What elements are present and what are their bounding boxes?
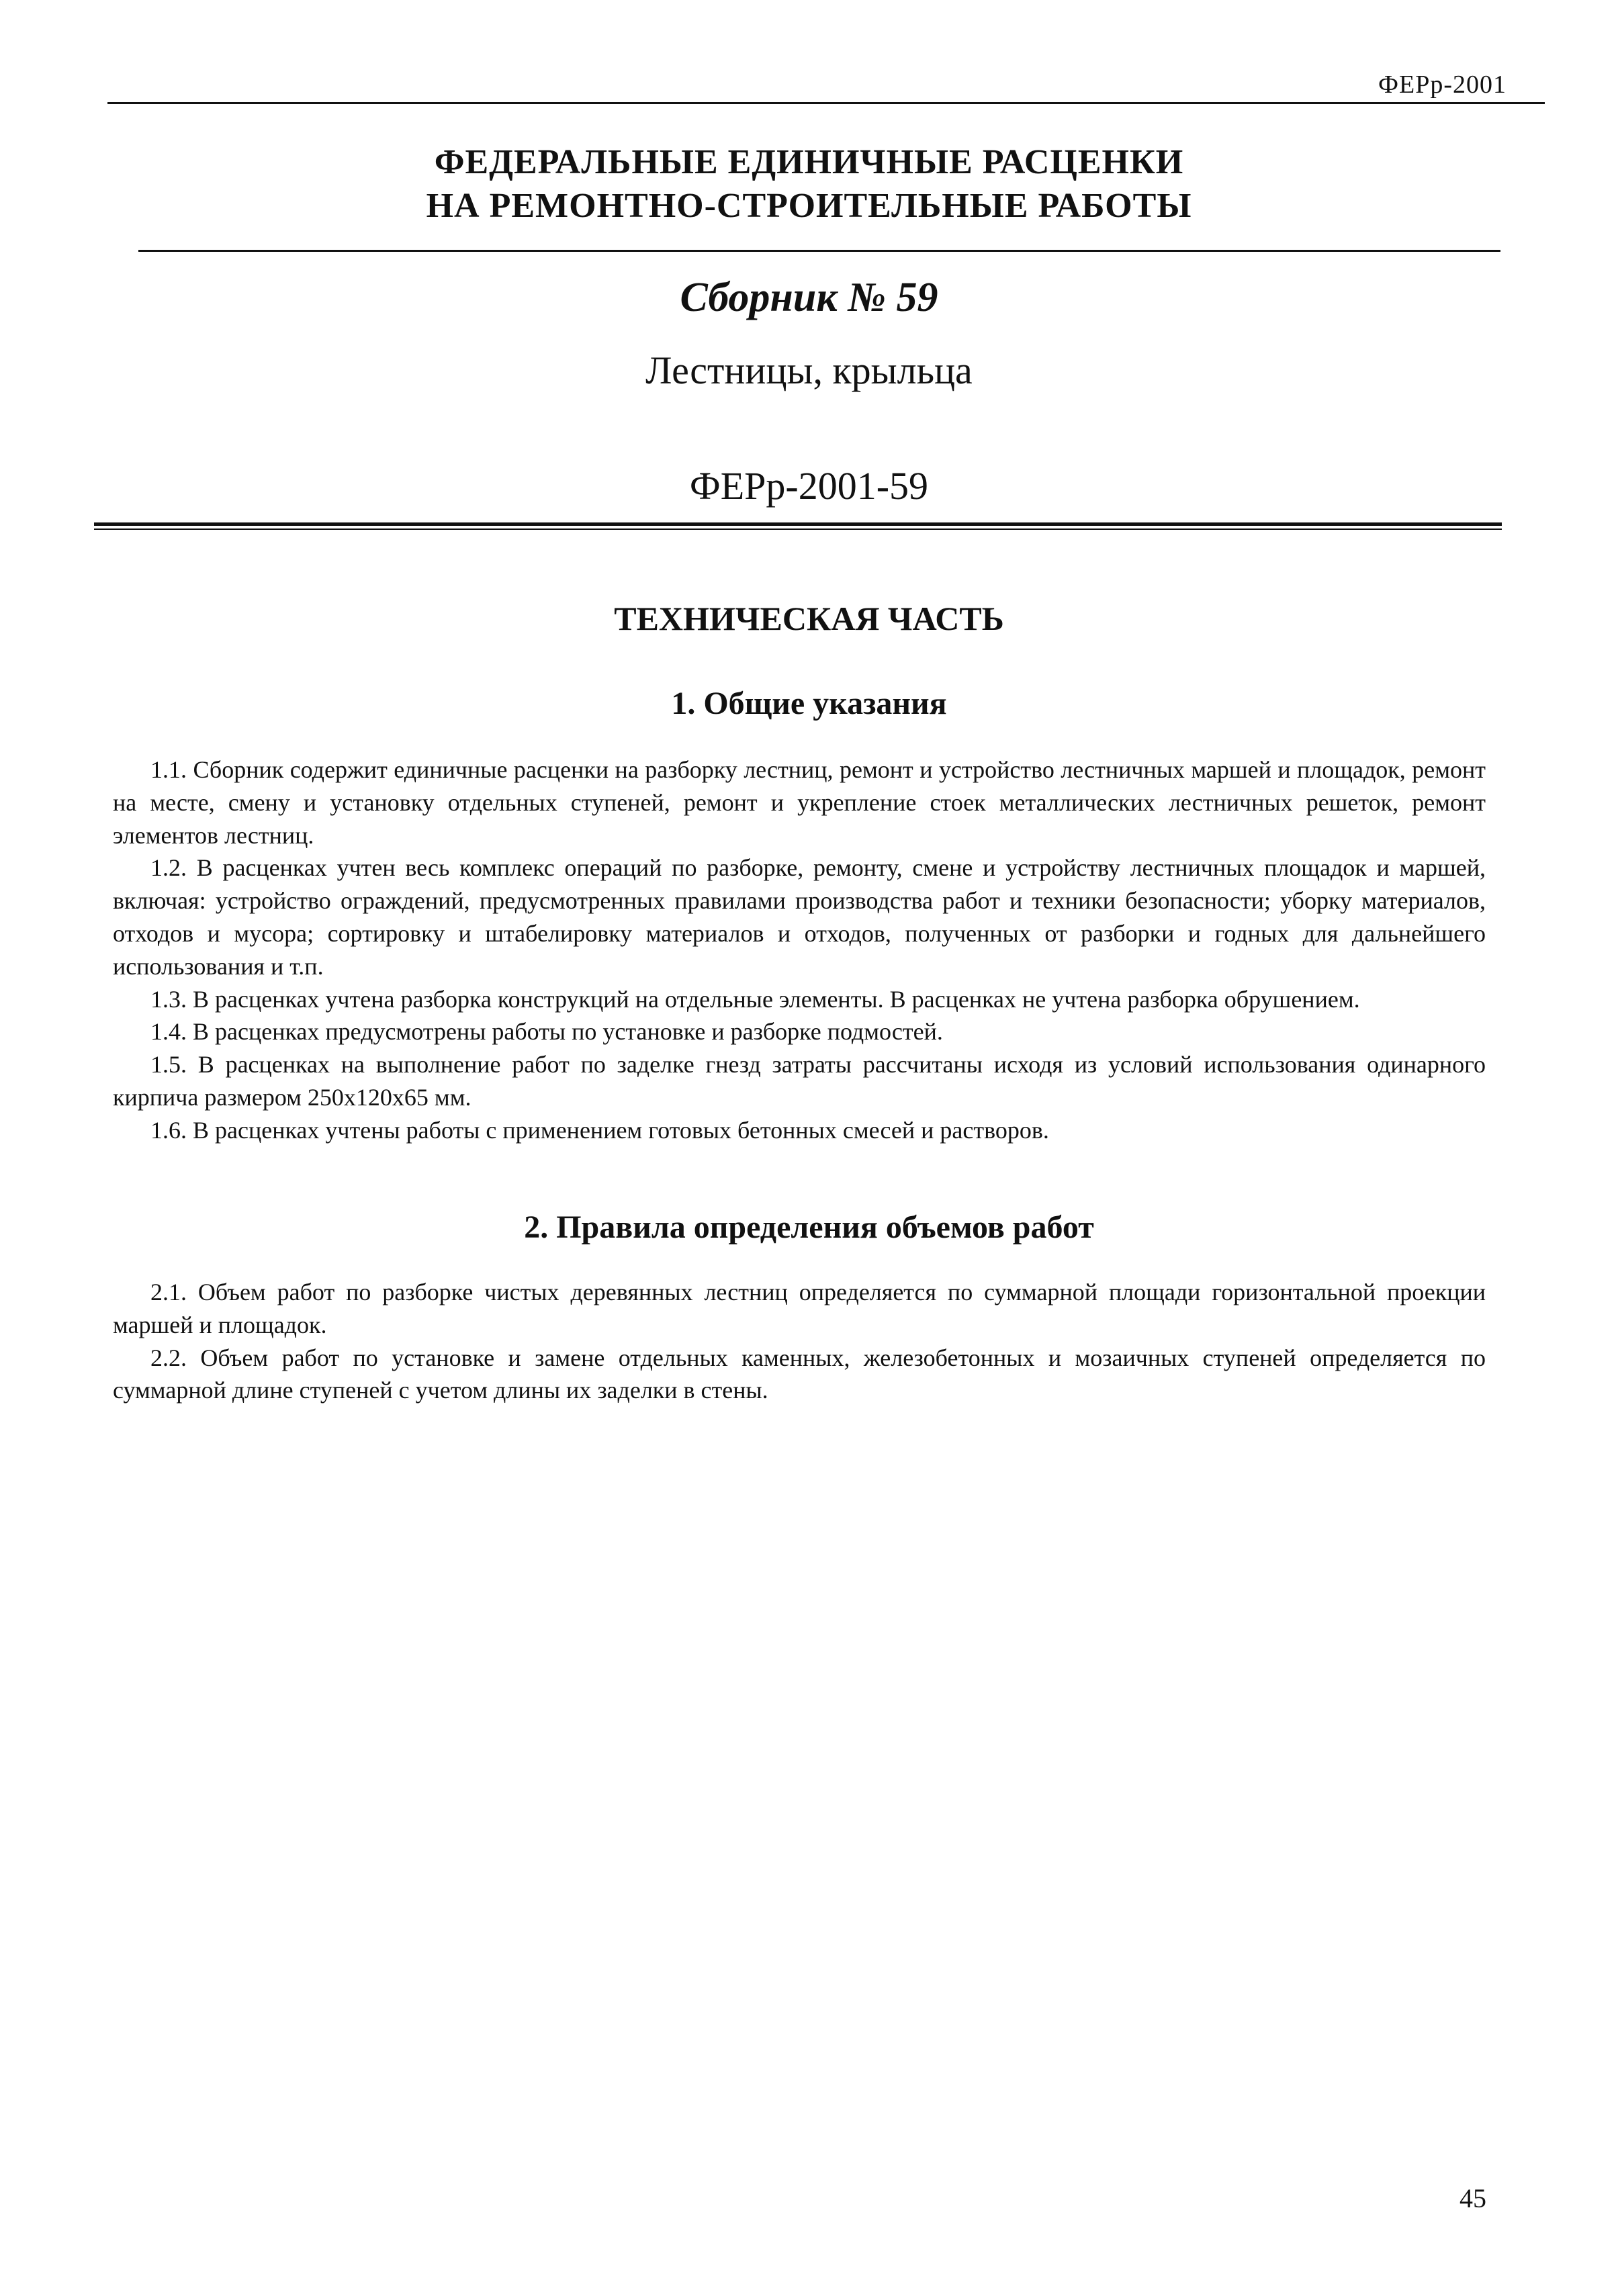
paragraph-1-2: 1.2. В расценках учтен весь комплекс операций по разборке, ремонту, смене и устройству лестничных площадок и маршей, включая: устройство ограждений, предусмотренных правилами производства работ и техники безопасности; уборку материалов, отходов и мусора; сортировку и штабелировку материалов и отходов, полученных от разборки и годных для дальнейшего использования и т.п. (113, 854, 1486, 980)
paragraph-1-4: 1.4. В расценках предусмотрены работы по установке и разборке подмостей. (150, 1018, 943, 1046)
paragraph-2-1: 2.1. Объем работ по разборке чистых деревянных лестниц определяется по суммарной площади горизонтальной проекции маршей и площадок. (113, 1279, 1486, 1338)
collection-rule-thick (94, 522, 1502, 526)
document-title-line1: ФЕДЕРАЛЬНЫЕ ЕДИНИЧНЫЕ РАСЦЕНКИ (434, 143, 1184, 181)
collection-code: ФЕРр-2001-59 (689, 464, 929, 508)
paragraph-1-5: 1.5. В расценках на выполнение работ по заделке гнезд затраты рассчитаны исходя из условий использования одинарного кирпича размером 250x120x65 мм. (113, 1051, 1486, 1111)
paragraph-1-3: 1.3. В расценках учтена разборка конструкций на отдельные элементы. В расценках не учтена разборка обрушением. (150, 985, 1360, 1013)
collection-rule-thin (94, 529, 1502, 530)
document-code-header: ФЕРр-2001 (1378, 71, 1507, 99)
collection-subject: Лестницы, крыльца (645, 349, 973, 392)
section2-heading: 2. Правила определения объемов работ (524, 1209, 1094, 1245)
technical-part-heading: ТЕХНИЧЕСКАЯ ЧАСТЬ (614, 600, 1004, 637)
page-number: 45 (1459, 2183, 1486, 2213)
paragraph-2-2: 2.2. Объем работ по установке и замене отдельных каменных, железобетонных и мозаичных ступеней определяется по суммарной длине ступеней с учетом длины их заделки в стены. (113, 1344, 1486, 1404)
document-title-line2: НА РЕМОНТНО-СТРОИТЕЛЬНЫЕ РАБОТЫ (426, 187, 1192, 225)
paragraph-1-6: 1.6. В расценках учтены работы с применением готовых бетонных смесей и растворов. (150, 1116, 1049, 1144)
title-rule (138, 250, 1500, 252)
header-rule (107, 102, 1545, 104)
collection-number: Сборник № 59 (680, 275, 938, 320)
section2-body (113, 1276, 1486, 1407)
paragraph-1-1: 1.1. Сборник содержит единичные расценки на разборку лестниц, ремонт и устройство лестничных маршей и площадок, ремонт на месте, смену и установку отдельных ступеней, ремонт и укрепление стоек металлических лестничных решеток, ремонт элементов лестниц. (113, 756, 1486, 849)
section1-heading: 1. Общие указания (671, 686, 947, 721)
section1-body (113, 753, 1486, 1147)
